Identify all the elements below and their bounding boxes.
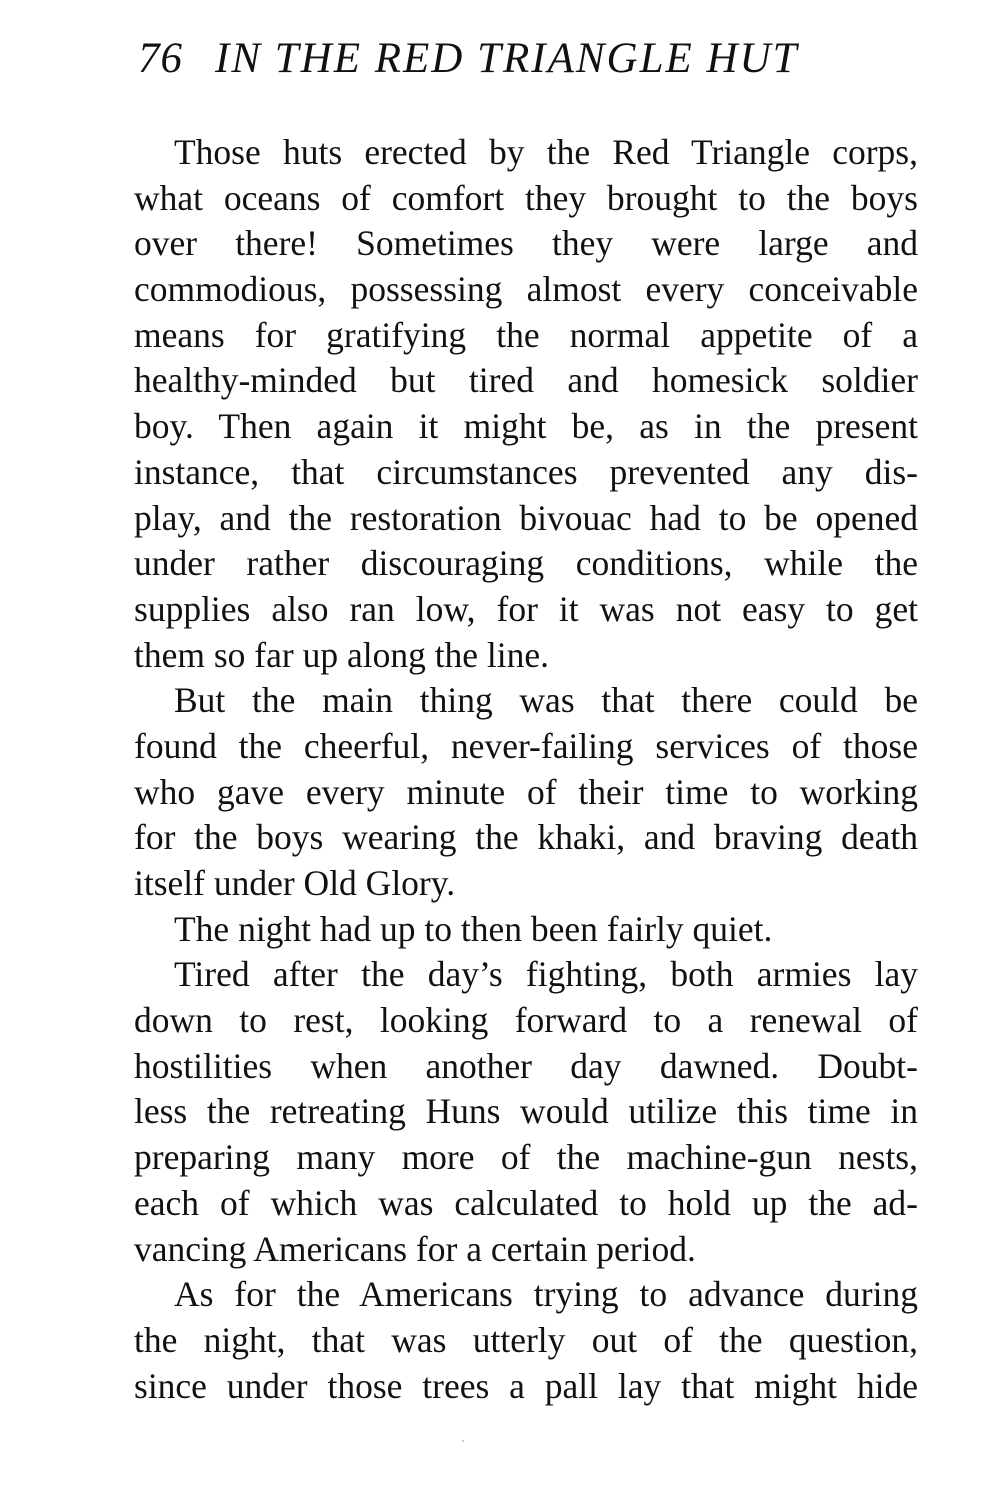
text-line: for the boys wearing the khaki, and braving death bbox=[134, 817, 918, 858]
text-line: itself under Old Glory. bbox=[134, 863, 456, 903]
text-line: But the main thing was that there could be bbox=[174, 680, 918, 721]
text-line: down to rest, looking forward to a renewal of bbox=[134, 1000, 918, 1041]
running-head bbox=[138, 34, 799, 83]
text-line: what oceans of comfort they brought to the boys bbox=[134, 177, 918, 218]
text-line: who gave every minute of their time to working bbox=[134, 771, 918, 812]
text-line: hostilities when another day dawned. Doubt- bbox=[134, 1045, 918, 1086]
book-title: IN THE RED TRIANGLE HUT bbox=[215, 35, 799, 82]
page-number: 76 bbox=[138, 35, 183, 82]
paper-speck bbox=[462, 1440, 464, 1442]
text-line: As for the Americans trying to advance during bbox=[174, 1274, 918, 1315]
text-line: them so far up along the line. bbox=[134, 634, 550, 675]
text-line: supplies also ran low, for it was not easy to get bbox=[134, 588, 918, 629]
text-line: The night had up to then been fairly quiet. bbox=[174, 908, 773, 949]
text-line: the night, that was utterly out of the question, bbox=[134, 1319, 918, 1360]
text-line: under rather discouraging conditions, while the bbox=[134, 543, 918, 584]
text-line: boy. Then again it might be, as in the present bbox=[134, 406, 918, 447]
text-line: vancing Americans for a certain period. bbox=[134, 1228, 696, 1269]
text-line: over there! Sometimes they were large and bbox=[134, 223, 918, 264]
text-line: since under those trees a pall lay that might hide bbox=[134, 1365, 918, 1406]
body-text bbox=[134, 130, 918, 1409]
text-line: less the retreating Huns would utilize this time in bbox=[134, 1091, 918, 1132]
text-line: each of which was calculated to hold up the ad- bbox=[134, 1182, 918, 1223]
text-line: Those huts erected by the Red Triangle corps, bbox=[174, 132, 918, 172]
text-line: Tired after the day’s fighting, both armies lay bbox=[174, 954, 918, 995]
text-line: found the cheerful, never-failing services of those bbox=[134, 725, 918, 766]
text-line: instance, that circumstances prevented any dis- bbox=[134, 451, 918, 492]
text-line: commodious, possessing almost every conceivable bbox=[134, 269, 918, 310]
text-line: means for gratifying the normal appetite of a bbox=[134, 314, 918, 355]
text-line: preparing many more of the machine-gun nests, bbox=[134, 1137, 918, 1178]
text-line: play, and the restoration bivouac had to be opened bbox=[134, 497, 918, 538]
text-line: healthy-minded but tired and homesick soldier bbox=[134, 360, 918, 401]
